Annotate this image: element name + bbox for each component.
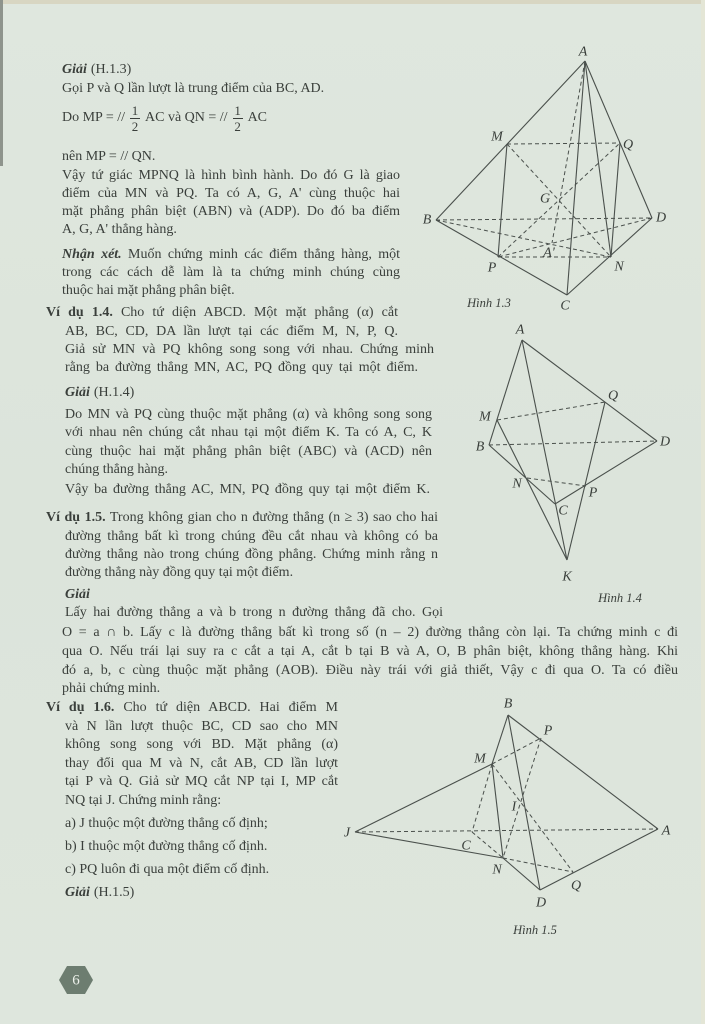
- point-label-B: B: [422, 212, 432, 228]
- point-label-D: D: [659, 434, 671, 450]
- edge-AB: [489, 340, 522, 445]
- dashed-CN: [472, 832, 503, 858]
- dashed-MQ: [497, 402, 605, 420]
- dashed-PQ: [498, 143, 620, 257]
- point-label-N: N: [512, 476, 522, 492]
- point-label-B: B: [475, 439, 485, 455]
- dashed-BD: [489, 441, 657, 445]
- figure-1-4: [476, 323, 670, 606]
- example-text: Cho tứ diện ABCD. Hai điểm M: [114, 700, 338, 715]
- fraction-denominator: 2: [131, 118, 139, 134]
- dashed-MQ: [492, 764, 573, 872]
- edge-JN: [355, 832, 503, 858]
- point-label-M: M: [491, 129, 503, 145]
- text-line: O = a ∩ b. Lấy c là đường thẳng bất kì trong số (n – 2) đường thẳng còn lại. Ta chứng minh c đi: [62, 625, 678, 640]
- text-line: đường thẳng bất kì trong chúng đều cắt nhau và không có ba: [65, 529, 438, 544]
- figure-reference: (H.1.3): [90, 62, 132, 77]
- dashed-BD: [436, 218, 652, 220]
- text-line: Lấy hai đường thẳng a và b trong n đường thẳng đã cho. Gọi: [65, 605, 443, 620]
- point-label-C: C: [558, 503, 568, 519]
- list-item: c) PQ luôn đi qua một điểm cố định.: [65, 862, 270, 877]
- text-line: tại P và Q. Giả sử MQ cắt NP tại I, MP cắt: [65, 774, 338, 789]
- dashed-JA: [355, 829, 658, 832]
- text-line: Giả sử MN và PQ không song song với nhau. Chứng minh: [65, 342, 434, 357]
- point-label-K: K: [562, 569, 572, 585]
- formula-text: AC và QN = //: [145, 110, 228, 125]
- dashed-MC: [472, 764, 492, 832]
- edge-QN: [611, 143, 620, 257]
- figure-1-5: [344, 697, 671, 938]
- dashed-MQ: [507, 143, 620, 144]
- text-line: điểm của MN và PQ. Ta có A, G, A' cùng thuộc hai: [62, 186, 400, 201]
- example-text: Trong không gian cho n đường thẳng (n ≥ 3) sao cho hai: [105, 510, 439, 525]
- dashed-PN: [503, 738, 541, 858]
- edge-AK: [522, 340, 567, 560]
- point-label-A: A: [661, 823, 671, 839]
- example-text: Cho tứ diện ABCD. Một mặt phẳng (α) cắt: [112, 305, 398, 320]
- text-line: với nhau nên chúng cắt nhau tại một điểm K. Ta có A, C, K: [65, 425, 432, 440]
- point-label-N: N: [492, 862, 502, 878]
- point-label-A: A: [515, 322, 525, 338]
- fraction-numerator: 1: [234, 102, 241, 118]
- point-label-P: P: [487, 260, 497, 276]
- solution-label: Giải: [65, 587, 90, 602]
- edge-MP: [498, 144, 507, 257]
- edge-DA: [540, 829, 658, 890]
- solution-label: Giải: [65, 385, 90, 400]
- text-line: đó a, b, c cùng thuộc mặt phẳng (AOB). Điều này trái với giả thiết, Vậy c đi qua O. Ta có điều: [62, 663, 678, 678]
- fraction-numerator: 1: [131, 102, 139, 118]
- point-label-C: C: [560, 298, 570, 314]
- text-line: đường thẳng nào trong chúng đồng phẳng. Chứng minh rằng n: [65, 547, 438, 562]
- text-line: cùng thuộc hai mặt phẳng phân biệt (ABC) và (ACD) nên: [65, 444, 432, 459]
- text-line: thay đổi qua M và N, cắt AB, CD lần lượt: [65, 756, 338, 771]
- dashed-NP: [527, 478, 586, 486]
- text-line: qua O. Nếu trái lại suy ra c cắt a tại A, cắt b tại B và A, O, B phân biệt, không thẳng hàng. Khi: [62, 644, 678, 659]
- point-label-Q: Q: [570, 878, 582, 894]
- remark-text: Muốn chứng minh các điểm thẳng hàng, một: [121, 247, 400, 262]
- text-line: và N lần lượt thuộc BC, CD sao cho MN: [65, 719, 338, 734]
- point-label-B: B: [503, 696, 513, 712]
- edge-AD: [522, 340, 657, 441]
- solution-label: Giải: [65, 885, 90, 900]
- point-label-Q: Q: [622, 137, 634, 153]
- edge-ND: [503, 858, 540, 890]
- point-label-D: D: [655, 210, 667, 226]
- remark-label: Nhận xét.: [62, 247, 122, 262]
- point-label-I: I: [511, 799, 517, 815]
- edge-MN: [492, 764, 503, 858]
- text-line: đường thẳng này đồng quy tại một điểm.: [65, 565, 294, 580]
- page-number: 6: [72, 972, 80, 989]
- figure-caption: Hình 1.4: [598, 591, 642, 605]
- figure-1-3: [423, 45, 666, 314]
- page-number-badge: [58, 964, 94, 996]
- point-label-N: N: [614, 259, 624, 275]
- edge-QK: [567, 402, 605, 560]
- dashed-AA-prime: [552, 61, 585, 243]
- point-label-C: C: [461, 838, 471, 854]
- text-line: Do MN và PQ cùng thuộc mặt phẳng (α) và không song song: [65, 407, 432, 422]
- point-label-D: D: [535, 895, 547, 911]
- solution-label: Giải: [62, 62, 87, 77]
- text-line: mặt phẳng phân biệt (ABN) và (ADP). Do đó ba điểm: [62, 204, 400, 219]
- point-label-Q: Q: [607, 388, 619, 404]
- formula-text: Do MP = //: [62, 110, 125, 125]
- figure-caption: Hình 1.3: [467, 296, 511, 310]
- formula-text: AC: [247, 110, 268, 125]
- edge-AB: [436, 61, 585, 220]
- text-line: Gọi P và Q lần lượt là trung điểm của BC, AD.: [62, 81, 325, 96]
- point-label-J: J: [343, 825, 351, 841]
- edge-JM: [355, 764, 492, 832]
- point-label-P: P: [543, 723, 553, 739]
- text-line: không song song với BD. Mặt phẳng (α): [65, 737, 338, 752]
- text-line: AB, BC, CD, DA lần lượt tại các điểm M, N, P, Q.: [65, 324, 398, 339]
- text-line: NQ tại J. Chứng minh rằng:: [65, 793, 222, 808]
- edge-CD: [555, 441, 657, 504]
- example-label: Ví dụ 1.6.: [46, 700, 115, 715]
- text-line: A, G, A' thẳng hàng.: [62, 222, 177, 237]
- text-line: Vậy tứ giác MPNQ là hình bình hành. Do đó G là giao: [62, 168, 400, 183]
- text-line: chúng thẳng hàng.: [65, 462, 169, 477]
- point-label-G: G: [539, 191, 551, 207]
- figure-reference: (H.1.4): [93, 385, 135, 400]
- text-line: trong các cách dễ làm là ta chứng minh chúng cùng: [62, 265, 400, 280]
- list-item: b) I thuộc một đường thẳng cố định.: [65, 839, 268, 854]
- point-label-A: A: [578, 44, 588, 60]
- text-line: phải chứng minh.: [62, 681, 161, 696]
- point-label-M: M: [479, 409, 491, 425]
- dashed-NQ: [503, 858, 573, 872]
- edge-MK: [497, 420, 567, 560]
- conclusion-line: Vậy ba đường thẳng AC, MN, PQ đồng quy tại một điểm K.: [65, 482, 430, 497]
- dashed-MN: [507, 144, 611, 257]
- example-label: Ví dụ 1.5.: [46, 510, 106, 525]
- point-label-M: M: [474, 751, 486, 767]
- text-line: thuộc hai mặt phẳng phân biệt.: [62, 283, 235, 298]
- fraction-denominator: 2: [234, 118, 241, 134]
- dashed-BN: [436, 220, 611, 257]
- point-label-P: P: [588, 485, 598, 501]
- text-line: nên MP = // QN.: [62, 149, 156, 164]
- point-label-A-prime: A': [543, 245, 555, 261]
- list-item: a) J thuộc một đường thẳng cố định;: [65, 816, 268, 831]
- example-label: Ví dụ 1.4.: [46, 305, 113, 320]
- figure-reference: (H.1.5): [93, 885, 135, 900]
- text-line: rằng ba đường thẳng MN, AC, PQ đồng quy tại một điểm.: [65, 360, 418, 375]
- figure-caption: Hình 1.5: [513, 923, 557, 937]
